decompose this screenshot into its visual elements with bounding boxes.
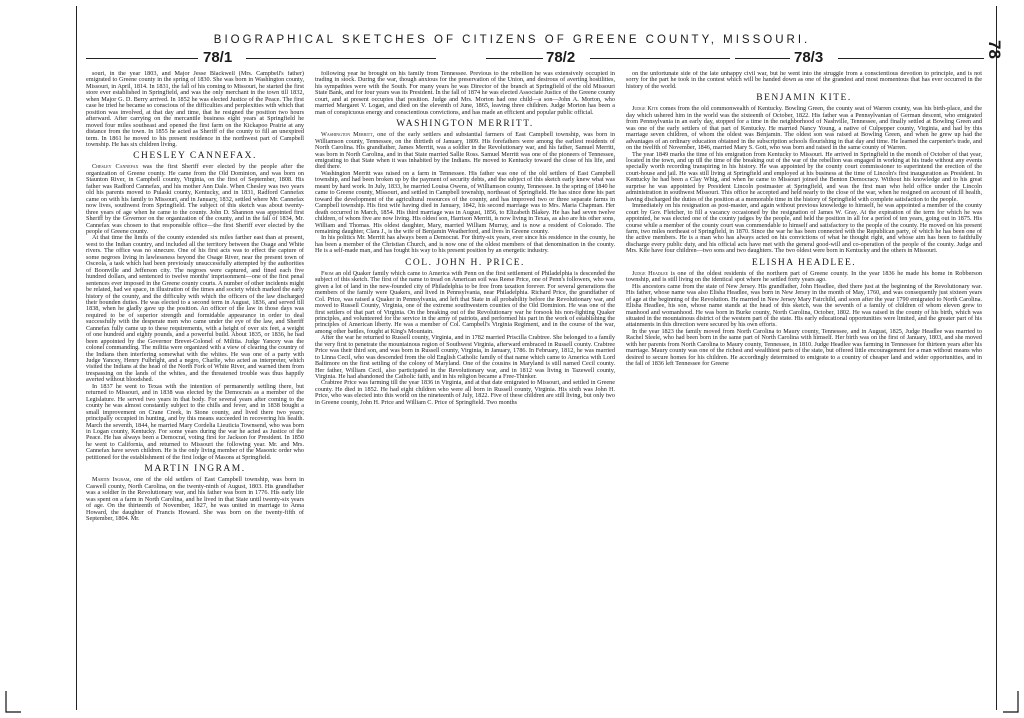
tag-rule-1-left xyxy=(86,58,198,59)
col2-para: Washington Merritt was raised on a farm in Tennessee. His father was one of the old settlers of East Campbell township, and had been broken up by the payment of security debts, and the subject of this sketch early knew what was meant by hard work. In July, 1833, he married Louisa Owens, of Williamson county, Tennessee. In the spring of 1840 he came to Greene county, Missouri, and settled in Campbell township, northeast of Springfield. He has since done his part toward the development of the agricultural resources of the county, and has improved two or three separate farms in Campbell township. His first wife having died in January, 1842, his second marriage was to Mrs. Maria Chapman. Her death occurred in March, 1854. His third marriage was in August, 1856, to Elizabeth Blakey. He has had seven twelve children, of whom five are now living. His oldest son, Harrison Merritt, is now living in Texas, as also are his other sons, William and Thomas. His oldest daughter, Mary, married William Murray, and is now a resident of Colorado. The remaining daughter, Clara J., is the wife of Benjamin Weatherford, and lives in Greene county. xyxy=(315,169,615,235)
col3-para-text: is one of the oldest residents of the northern part of Greene county. In the year 1836 he made his home in Robberson township, and is still living on the identical spot where he settled forty years ago. xyxy=(626,269,982,284)
heading-washington-merritt: WASHINGTON MERRITT. xyxy=(396,119,534,130)
crop-mark-right-icon xyxy=(1002,690,1020,714)
crop-mark-left-icon xyxy=(4,690,22,714)
col3-para: His ancestors came from the state of New Jersey. His grandfather, John Headlee, died there just at the beginning of the Revolutionary war. His father, whose name was also Elisha Headlee, was born in New Jersey in the month of May, 1760, and was consequently just sixteen years of age at the beginning of the Revolution. He married in New Jersey Mary Fairchild, and soon after the year 1790 emigrated to North Carolina. Elisha Headlee, his son, whose name stands at the head of this sketch, was the seventh of a family of children of whom eleven grew to manhood and womanhood. He was born in Burke county, North Carolina, October, 1802. He was raised in the county of his birth, which was situated in the mountainous district of the western part of the state. His early educational opportunities were limited, and the greater part of his attainments in this direction were secured by his own efforts. xyxy=(626,282,982,329)
tag-rule-3-right xyxy=(838,58,984,59)
page-header-title: BIOGRAPHICAL SKETCHES OF CITIZENS OF GREENE COUNTY, MISSOURI. xyxy=(213,34,811,46)
col3-para-text: comes from the old commonwealth of Kentucky. Bowling Green, the county seat of Warren county, was his birth-place, and the day which ushered him in the world was the sixteenth of October, 1822. His father was a Pennsylvanian of German descent, who emigrated from Pennsylvania in an early day, stopped for a time in the neighborhood of Nashville, Tennessee, and finally settled at Bowling Green and was one of the early settlers of that part of Kentucky. He married Nancy Young, a native of Culpepper county, Virginia, and had by this marriage seven children, of whom the oldest was Benjamin. The oldest son was raised at Bowling Green, and when he grew up had the advantages of an ordinary education obtained in the subscription schools flourishing in that day and time. He learned the carpenter's trade, and on the twelfth of November, 1846, married Mary S. Gott, who was born and raised in the same county of Warren. xyxy=(626,105,982,152)
heading-elisha-headlee: ELISHA HEADLEE. xyxy=(751,257,857,268)
col3-para xyxy=(626,271,982,284)
col3-lead: Judge Kite xyxy=(632,105,659,113)
col1-intro: souri, in the year 1803, and Major Jesse Blackwell (Mrs. Campbell's father) emigrated to Greene county in the spring of 1830. She was born in Washington county, Missouri, in April, 1814. In 1831, the fall of his coming to Missouri, he started the first store ever established in Springfield, and was the only merchant in the town till 1832, when Major G. D. Berry arrived. In 1852 he was elected Justice of the Peace. The first case he tried he became so conscious of the difficulties and perplexities with which that position was involved, at that day and time, that he resigned the position two hours afterward. After carrying on the mercantile business eight years at Springfield he moved four miles southeast and opened the first farm on the Kickapoo Prairie at any distance from the town. In 1855 he acted as Sheriff of the county to fill an unexpired term. In 1861 he moved to his present residence in the northwest part of Campbell township. He has six children living. xyxy=(86,71,304,148)
tag-rule-3-left xyxy=(735,58,790,59)
heading-col-john-h-price: COL. JOHN H. PRICE. xyxy=(405,257,525,268)
col1-lead: Martin Ingram, xyxy=(92,476,131,484)
section-tag-3: 78/3 xyxy=(794,49,824,66)
col1-para: At that time the limits of the county extended six miles farther east than at present, west to the Indian country, and included all the territory between the Osage and White rivers. The office was no sinecure. One of his first acts was to effect the capture of some negroes living in lawlessness beyond the Osage River, near the present town of Osceola, a task which had been previously unsuccessfully attempted by the authorities of Boonville and Jefferson city. The negroes were captured, and fined each five hundred dollars, and sentenced to twelve months' imprisonment—one of the first penal sentences ever imposed in the Greene county courts. A number of other incidents might be related, had we space, in illustration of the times and society which marked the early history of the county, and the difficulty with which the officers of the law discharged their bounden duties. He was elected to a second term in August, 1836, and served till 1838, when he gladly gave up the position. An officer of the law in those days was required to be of superior strength and formidable appearance in order to deal successfully with the desperate men who came under the eye of the law, and Sheriff Cannefax fully came up to these requirements, with a height of over six feet, a weight of one hundred and eighty pounds, and a powerful build. About 1835, or 1836, he had been appointed by the Governor Brevet-Colonel of Militia. Judge Yancey was the colonel commanding. The militia were organized with a view of clearing the country of the Indians then interfering somewhat with the whites. He was one of a party with Judge Yancey, Henry Fulbright, and a negro, Charlie, who acted as interpreter, which visited the Indians at the head of the North Fork of White River, and warned them from trespassing on the lands of the whites, and the threatened trouble was thus happily averted without bloodshed. xyxy=(86,234,304,384)
col3-para: Immediately on his resignation as post-master, and again without previous knowledge to himself, he was appointed a member of the county court by Gov. Fletcher, to fill a vacancy occasioned by the resignation of James W. Gray. At the expiration of the term for which he was appointed, he was elected one of the county judges by the people, and held the position in all for a period of ten years, going out in 1875. His course while a member of the county court was commendable to himself and satisfactory to the people of the county. He moved on his present farm, two miles northeast of Springfield, in 1870. Since the war he has been connected with the Republican party, of which he has been one of the active members. He is a man who has always acted on his convictions of what he thought right, and whose aim has been to faithfully discharge every public duty, and his official acts have met with the general good-will and co-operation of the people of the county. Judge and Mrs. Kite have four children—two sons and two daughters. The two oldest were born in Kentucky and the others in Missouri. xyxy=(626,202,982,255)
col2-para: After the war he returned to Russell county, Virginia, and in 1782 married Priscilla Crabtree. She belonged to a family the very first to penetrate the mountainous region of Southwest Virginia, afterward embraced in Russell county. Crabtree Price was their third son, and was born in Russell county, Virginia, in January, 1786. In February, 1812, he was married to Linna Cecil, who was descended from the old English Catholic family of that name which came to America with Lord Baltimore on the first settling of the colony of Maryland. One of the cousins in Maryland is still named Cecil county. Her father, William Cecil, also participated in the Revolutionary war, and in 1812 was living in Tazewell county, Virginia. He had abandoned the Catholic faith, and in his religion became a Free-Thinker. xyxy=(315,334,615,381)
heading-martin-ingram: MARTIN INGRAM. xyxy=(144,464,246,475)
col3-lead: Judge Headlee xyxy=(632,269,669,277)
col3-para xyxy=(626,106,982,151)
column-1 xyxy=(86,71,304,705)
col1-para xyxy=(86,164,304,235)
column-3 xyxy=(626,71,982,705)
col3-intro: on the unfortunate side of the late unhappy civil war, but he went into the struggle from a conscientious devotion to principle, and is not sorry for the part he took in the contest which will be handed down as one of the grandest and most momentous that has ever occurred in the history of the world. xyxy=(626,71,982,90)
col1-para-text: one of the old settlers of East Campbell township, was born in Caswell county, North Carolina, on the twenty-ninth of August, 1803. His grandfather was a soldier in the Revolutionary war, and his father was born in 1776. His early life was spent on a farm in North Carolina, and he lived in that State until twenty-six years of age. On the thirteenth of November, 1827, he was united in marriage to Anna Howard, the daughter of Francis Howard. She was born on the twenty-fifth of September, 1804. Mr. xyxy=(86,476,304,522)
col2-para: In his politics Mr. Merritt has always been a Democrat. For thirty-six years, ever since his residence in the county, he has been a member of the Christian Church, and is now one of the oldest members of that denomination in the county. He is a self-made man, and has fought his way to his present position by an energetic industry. xyxy=(315,234,615,255)
col2-intro: following year he brought on his family from Tennessee. Previous to the rebellion he was extensively occupied in trading in stock. During the war, though anxious for the preservation of the Union, and desirous of averting hostilities, his sympathies were with the South. For many years he was Director of the branch at Springfield of the old Missouri State Bank, and for four years was its President. In the fall of 1874 he was elected Associate Justice of the Greene county court, and at present occupies that position. Judge and Mrs. Morton had one child—a son—John A. Morton, who married Margaret V. Logan, and died on the eleventh of June, 1865, leaving three children. Judge Morton has been a man of conspicuous energy and conscientious convictions, and has made an efficient and popular public official. xyxy=(315,71,615,116)
heading-chesley-cannefax: CHESLEY CANNEFAX. xyxy=(133,151,257,162)
col2-para: Crabtree Price was farming till the year 1836 in Virginia, and at that date emigrated to Missouri, and settled in Greene county. He died in 1852. He had eight children who were all born in Russell county, Virginia. His sixth was John H. Price, who was elected into this world on the nineteenth of July, 1822. Five of these children are still living, but only two in Greene county, John H. Price and William C. Price of Springfield. Two months xyxy=(315,379,615,406)
page-number: 78 xyxy=(985,40,1004,59)
column-2 xyxy=(315,71,615,705)
col1-para: In 1837 he went to Texas with the intention of permanently settling there, but returned to Missouri, and in 1838 was elected by the Democrats as a member of the Legislature. He served two years in that body. For several years after coming to the county he was almost constantly subject to the chills and fever, and in 1838 bought a small improvement on Crane Creek, in Stone county, and lived there two years; principally occupied in hunting, and by this means succeeded in recovering his health. March the seventh, 1844, he married Mary Cordelia Lieuticia Townsend, who was born in Logan county, Kentucky. For some years during the war he acted as Justice of the Peace. He has always been a Democrat, voting first for Jackson for President. In 1850 he went to California, and returned to Missouri the following year. Mr. and Mrs. Cannefax have seven children. He is the only living member of the Masonic order who petitioned for the establishment of the first lodge of Masons at Springfield. xyxy=(86,382,304,461)
col2-para-text: one of the early settlers and substantial farmers of East Campbell township, was born in Williamson county, Tennessee, on the thirtieth of January, 1809. His forefathers were among the earliest residents of North Carolina. His grandfather, James Merritt, was a soldier in the Revolutionary war, and his father, Samuel Merritt, was born in North Carolina, and in that State married Sallie Ross. Samuel Merritt was one of the pioneers of Tennessee, emigrating to that State when it was inhabited by the Indians. He moved to Kentucky toward the close of his life, and died there. xyxy=(315,131,615,171)
col3-para: The year 1849 marks the time of his emigration from Kentucky to Missouri. He arrived in Springfield in the month of October of that year, located in the town, and up till the time of the breaking out of the war of the rebellion was engaged in working at his trade without any events specially worth recording transpiring in his history. He was appointed by the county court commissioner to superintend the erection of the court-house and jail. He was still living at Springfield and employed at his business at the time of Lincoln's first inauguration as President. In Kentucky he had been a Clay Whig, and when he came to Missouri joined the Benton Democracy. Without his knowledge and to his great surprise he was appointed by President Lincoln postmaster at Springfield, and was the first man who held office under the Lincoln administration in southwest Missouri. This office he accepted and held nearly to the close of the war, when he resigned on account of ill health, having discharged the duties of the position at a memorable time in the history of Springfield with complete satisfaction to the people. xyxy=(626,150,982,203)
section-tag-2: 78/2 xyxy=(546,49,576,66)
tag-rule-2-right xyxy=(590,58,730,59)
col3-para: In the year 1823 the family moved from North Carolina to Maury county, Tennessee, and in August, 1825, Judge Headlee was married to Rachel Steele, who had been born in the same part of North Carolina with himself. Her birth was on the first of January, 1803, and she moved with her parents from North Carolina to Maury county, Tennessee, in 1810. Judge Headlee was farming in Tennessee for thirteen years after his marriage. Maury county was one of the richest and wealthiest parts of the state, but offered little encouragement for a man without means who desired to secure homes for his children. He accordingly determined to emigrate to a country of cheaper land and wider opportunities, and in the fall of 1836 left Tennessee for Greene xyxy=(626,327,982,368)
col1-lead: Chesley Cannefax xyxy=(92,163,139,171)
tag-rule-2-left xyxy=(486,58,543,59)
col2-para-text: an old Quaker family which came to America with Penn on the first settlement of Philadelphia is descended the subject of this sketch. The first of the name to tread on American soil was Reese Price, one of Penn's followers, who was given a lot of land in the new-founded city of Philadelphia to be free from taxation forever. For several generations the members of the family were Quakers, and lived in Pennsylvania, near Philadelphia. Richard Price, the grandfather of Col. Price, was raised a Quaker in Pennsylvania, and left that State in all probability before the Revolutionary war, and moved to Russell County, Virginia, one of the extreme southwestern counties of the Old Dominion. He was one of the first settlers of that part of Virginia. On the breaking out of the Revolutionary war he forsook his non-fighting Quaker principles, and volunteered for the service in the army of patriots, and performed his part in the work of establishing the principles of American liberty. He was a member of Col. Campbell's Virginia Regiment, and in the course of the war, among other battles, fought at King's Mountain. xyxy=(315,269,615,335)
col1-para-text: was the first Sheriff ever elected by the people after the organization of Greene county. He came from the Old Dominion, and was born on Staunton River, in Campbell county, Virginia, on the first of September, 1808. His father was Radford Cannefax, and his mother Ann Dale. When Chesley was two years old his parents moved to Pulaski county, Kentucky, and in 1831, Radford Cannefax came on with his family to Missouri, and in January, 1832, settled where Mr. Cannefax now lives, southwest from Springfield. The subject of this sketch was about twenty-three years of age when he came to the county. John D. Shannon was appointed first Sheriff by the Governor on the organization of the county, and in the fall of 1834, Mr. Cannefax was chosen to that responsible office—the first Sheriff ever elected by the people of Greene county. xyxy=(86,163,304,235)
col2-lead: From xyxy=(321,269,334,277)
col2-lead: Washington Merritt, xyxy=(321,131,375,139)
heading-benjamin-kite: BENJAMIN KITE. xyxy=(756,93,852,104)
col2-para xyxy=(315,271,615,336)
tag-rule-1-right xyxy=(246,58,436,59)
col2-para xyxy=(315,132,615,171)
section-tag-1: 78/1 xyxy=(203,49,233,66)
col1-para xyxy=(86,477,304,522)
